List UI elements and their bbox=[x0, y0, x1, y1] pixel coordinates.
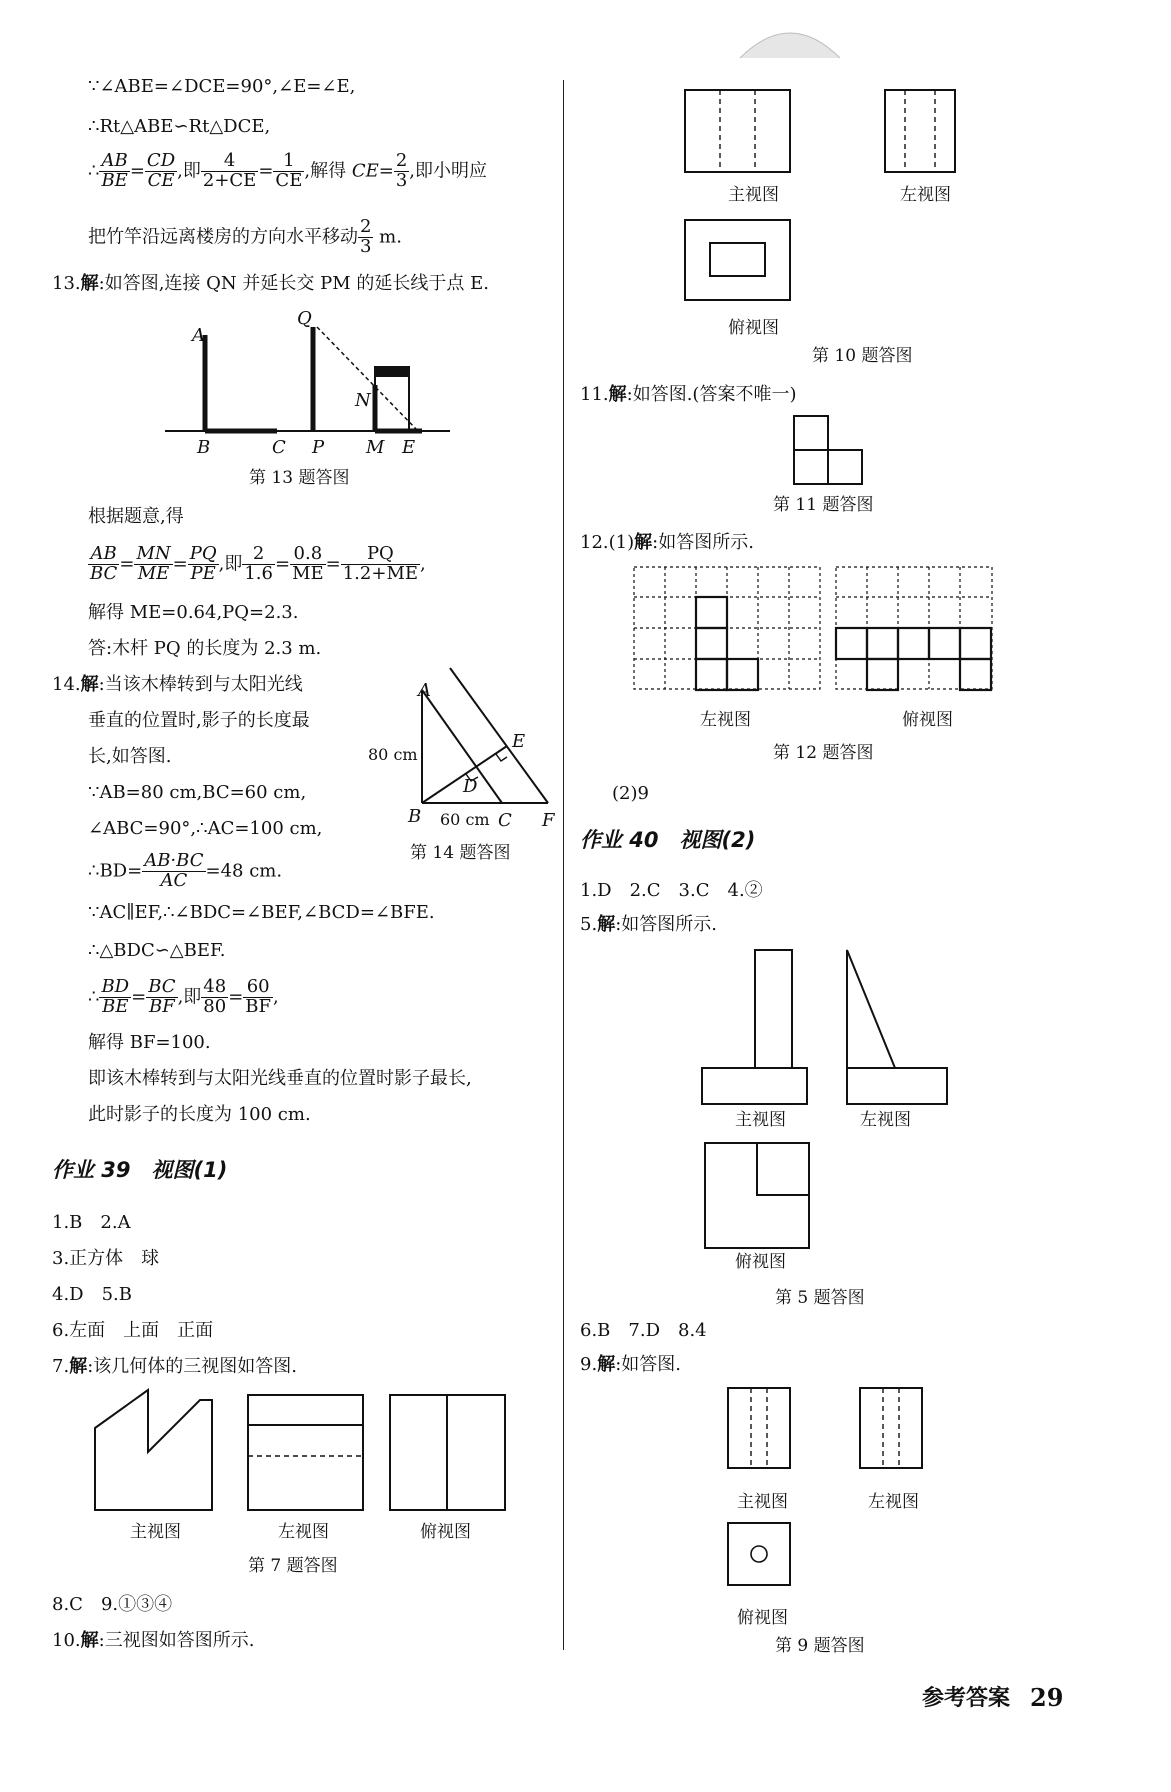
footer-page-number: 29 bbox=[1030, 1683, 1064, 1712]
hw40-a6: 6.B 7.D 8.4 bbox=[580, 1320, 707, 1341]
footer-label: 参考答案 bbox=[922, 1686, 1011, 1711]
q13-label-A: A bbox=[192, 325, 205, 346]
q11-caption: 第 11 题答图 bbox=[773, 495, 874, 515]
q12-statement: 12.(1)解:如答图所示. bbox=[580, 532, 754, 553]
column-separator bbox=[563, 80, 564, 1650]
hw39-a8: 8.C 9.①③④ bbox=[52, 1594, 173, 1615]
q13-label-B: B bbox=[197, 437, 211, 458]
q5-v2: 左视图 bbox=[860, 1110, 911, 1130]
q14-t12: 此时影子的长度为 100 cm. bbox=[88, 1104, 311, 1125]
q14-t11: 即该木棒转到与太阳光线垂直的位置时影子最长, bbox=[88, 1068, 472, 1089]
q9-caption: 第 9 题答图 bbox=[775, 1636, 865, 1656]
q14-label-E: E bbox=[512, 731, 526, 752]
q13-s1: 根据题意,得 bbox=[88, 506, 184, 527]
q13-label-C: C bbox=[272, 437, 286, 458]
q7-v1: 主视图 bbox=[130, 1522, 181, 1542]
q13-s3: 答:木杆 PQ 的长度为 2.3 m. bbox=[88, 638, 322, 659]
q9-diagram bbox=[725, 1385, 935, 1595]
q13-equation: $\frac{AB}{BC}$ = $\frac{MN}{ME}$ = $\frac{PQ}{PE}$ ,即 $\frac{2}{1.6}$ = $\frac{0.8}{ME}$ = $\frac{PQ}{1.2+ME}$ , bbox=[90, 543, 426, 584]
q14-t7: ∵AC∥EF,∴∠BDC=∠BEF,∠BCD=∠BFE. bbox=[88, 902, 435, 923]
q10-statement: 10.解:三视图如答图所示. bbox=[52, 1630, 255, 1651]
q13-label-Q: Q bbox=[297, 308, 312, 329]
q14-t8: ∴△BDC∽△BEF. bbox=[88, 940, 226, 961]
q14-t1: 14.解:当该木棒转到与太阳光线 bbox=[52, 674, 303, 695]
q11-diagram bbox=[792, 414, 867, 489]
q9-v2: 左视图 bbox=[868, 1492, 919, 1512]
q14-label-B: B bbox=[408, 806, 422, 827]
q5-v1: 主视图 bbox=[735, 1110, 786, 1130]
q12-caption: 第 12 题答图 bbox=[773, 743, 874, 763]
q5-statement: 5.解:如答图所示. bbox=[580, 914, 717, 935]
hw39-a3: 3.正方体 球 bbox=[52, 1248, 160, 1269]
hw39-a6: 6.左面 上面 正面 bbox=[52, 1320, 214, 1341]
q13-label-P: P bbox=[312, 437, 325, 458]
q12-v2: 俯视图 bbox=[902, 710, 953, 730]
q14-label-ab: 80 cm bbox=[368, 745, 418, 764]
line-1: ∵∠ABE=∠DCE=90°,∠E=∠E, bbox=[88, 76, 356, 97]
line-4: 把竹竿沿远离楼房的方向水平移动 $\frac{2}{3}$ m. bbox=[88, 216, 402, 257]
hw40-title: 作业 40 视图(2) bbox=[580, 828, 756, 852]
q10-caption: 第 10 题答图 bbox=[812, 346, 913, 366]
q14-t4: ∵AB=80 cm,BC=60 cm, bbox=[88, 782, 307, 803]
q7-diagram bbox=[90, 1390, 510, 1520]
q13-label-M: M bbox=[366, 437, 385, 458]
q9-v1: 主视图 bbox=[737, 1492, 788, 1512]
q13-label-N: N bbox=[355, 390, 371, 411]
q13-statement: 13.解:如答图,连接 QN 并延长交 PM 的延长线于点 E. bbox=[52, 273, 489, 294]
q10-v3: 俯视图 bbox=[728, 318, 779, 338]
q14-t3: 长,如答图. bbox=[88, 746, 172, 767]
q5-v3: 俯视图 bbox=[735, 1252, 786, 1272]
q14-t10: 解得 BF=100. bbox=[88, 1032, 211, 1053]
q14-caption: 第 14 题答图 bbox=[410, 843, 511, 863]
q13-caption: 第 13 题答图 bbox=[249, 468, 350, 488]
hw39-title: 作业 39 视图(1) bbox=[52, 1158, 228, 1182]
q14-label-F: F bbox=[542, 810, 555, 831]
q9-statement: 9.解:如答图. bbox=[580, 1354, 681, 1375]
q14-t5: ∠ABC=90°,∴AC=100 cm, bbox=[88, 818, 323, 839]
q14-label-A: A bbox=[418, 680, 431, 701]
q14-t2: 垂直的位置时,影子的长度最 bbox=[88, 710, 310, 731]
q5-caption: 第 5 题答图 bbox=[775, 1288, 865, 1308]
q12-p2: (2)9 bbox=[612, 783, 649, 804]
q7-caption: 第 7 题答图 bbox=[248, 1556, 338, 1576]
q10-v1: 主视图 bbox=[728, 185, 779, 205]
q7-v3: 俯视图 bbox=[420, 1522, 471, 1542]
q14-label-bc: 60 cm bbox=[440, 810, 490, 829]
hw39-a4: 4.D 5.B bbox=[52, 1284, 133, 1305]
hw40-a1: 1.D 2.C 3.C 4.② bbox=[580, 880, 763, 901]
q13-s2: 解得 ME=0.64,PQ=2.3. bbox=[88, 602, 299, 623]
q14-label-D: D bbox=[463, 776, 478, 797]
q14-label-C: C bbox=[498, 810, 512, 831]
q11-statement: 11.解:如答图.(答案不唯一) bbox=[580, 384, 797, 405]
q9-v3: 俯视图 bbox=[737, 1608, 788, 1628]
line-3-fractions: ∴ $\frac{AB}{BE}$ = $\frac{CD}{CE}$ ,即 $\frac{4}{2+CE}$ = $\frac{1}{CE}$ ,解得 CE= $\frac{2}{3}$ ,即小明应 bbox=[88, 150, 488, 191]
q12-v1: 左视图 bbox=[700, 710, 751, 730]
top-decoration bbox=[735, 20, 845, 65]
hw39-a1: 1.B 2.A bbox=[52, 1212, 131, 1233]
q10-v2: 左视图 bbox=[900, 185, 951, 205]
q7-v2: 左视图 bbox=[278, 1522, 329, 1542]
q14-t6: ∴BD= $\frac{AB\cdot BC}{AC}$ =48 cm. bbox=[88, 850, 283, 891]
q7-statement: 7.解:该几何体的三视图如答图. bbox=[52, 1356, 297, 1377]
q12-diagram bbox=[632, 565, 1002, 695]
q14-t9: ∴ $\frac{BD}{BE}$ = $\frac{BC}{BF}$ ,即 $\frac{48}{80}$ = $\frac{60}{BF}$ , bbox=[88, 976, 279, 1017]
line-2: ∴Rt△ABE∽Rt△DCE, bbox=[88, 116, 271, 137]
q13-label-E: E bbox=[402, 437, 416, 458]
